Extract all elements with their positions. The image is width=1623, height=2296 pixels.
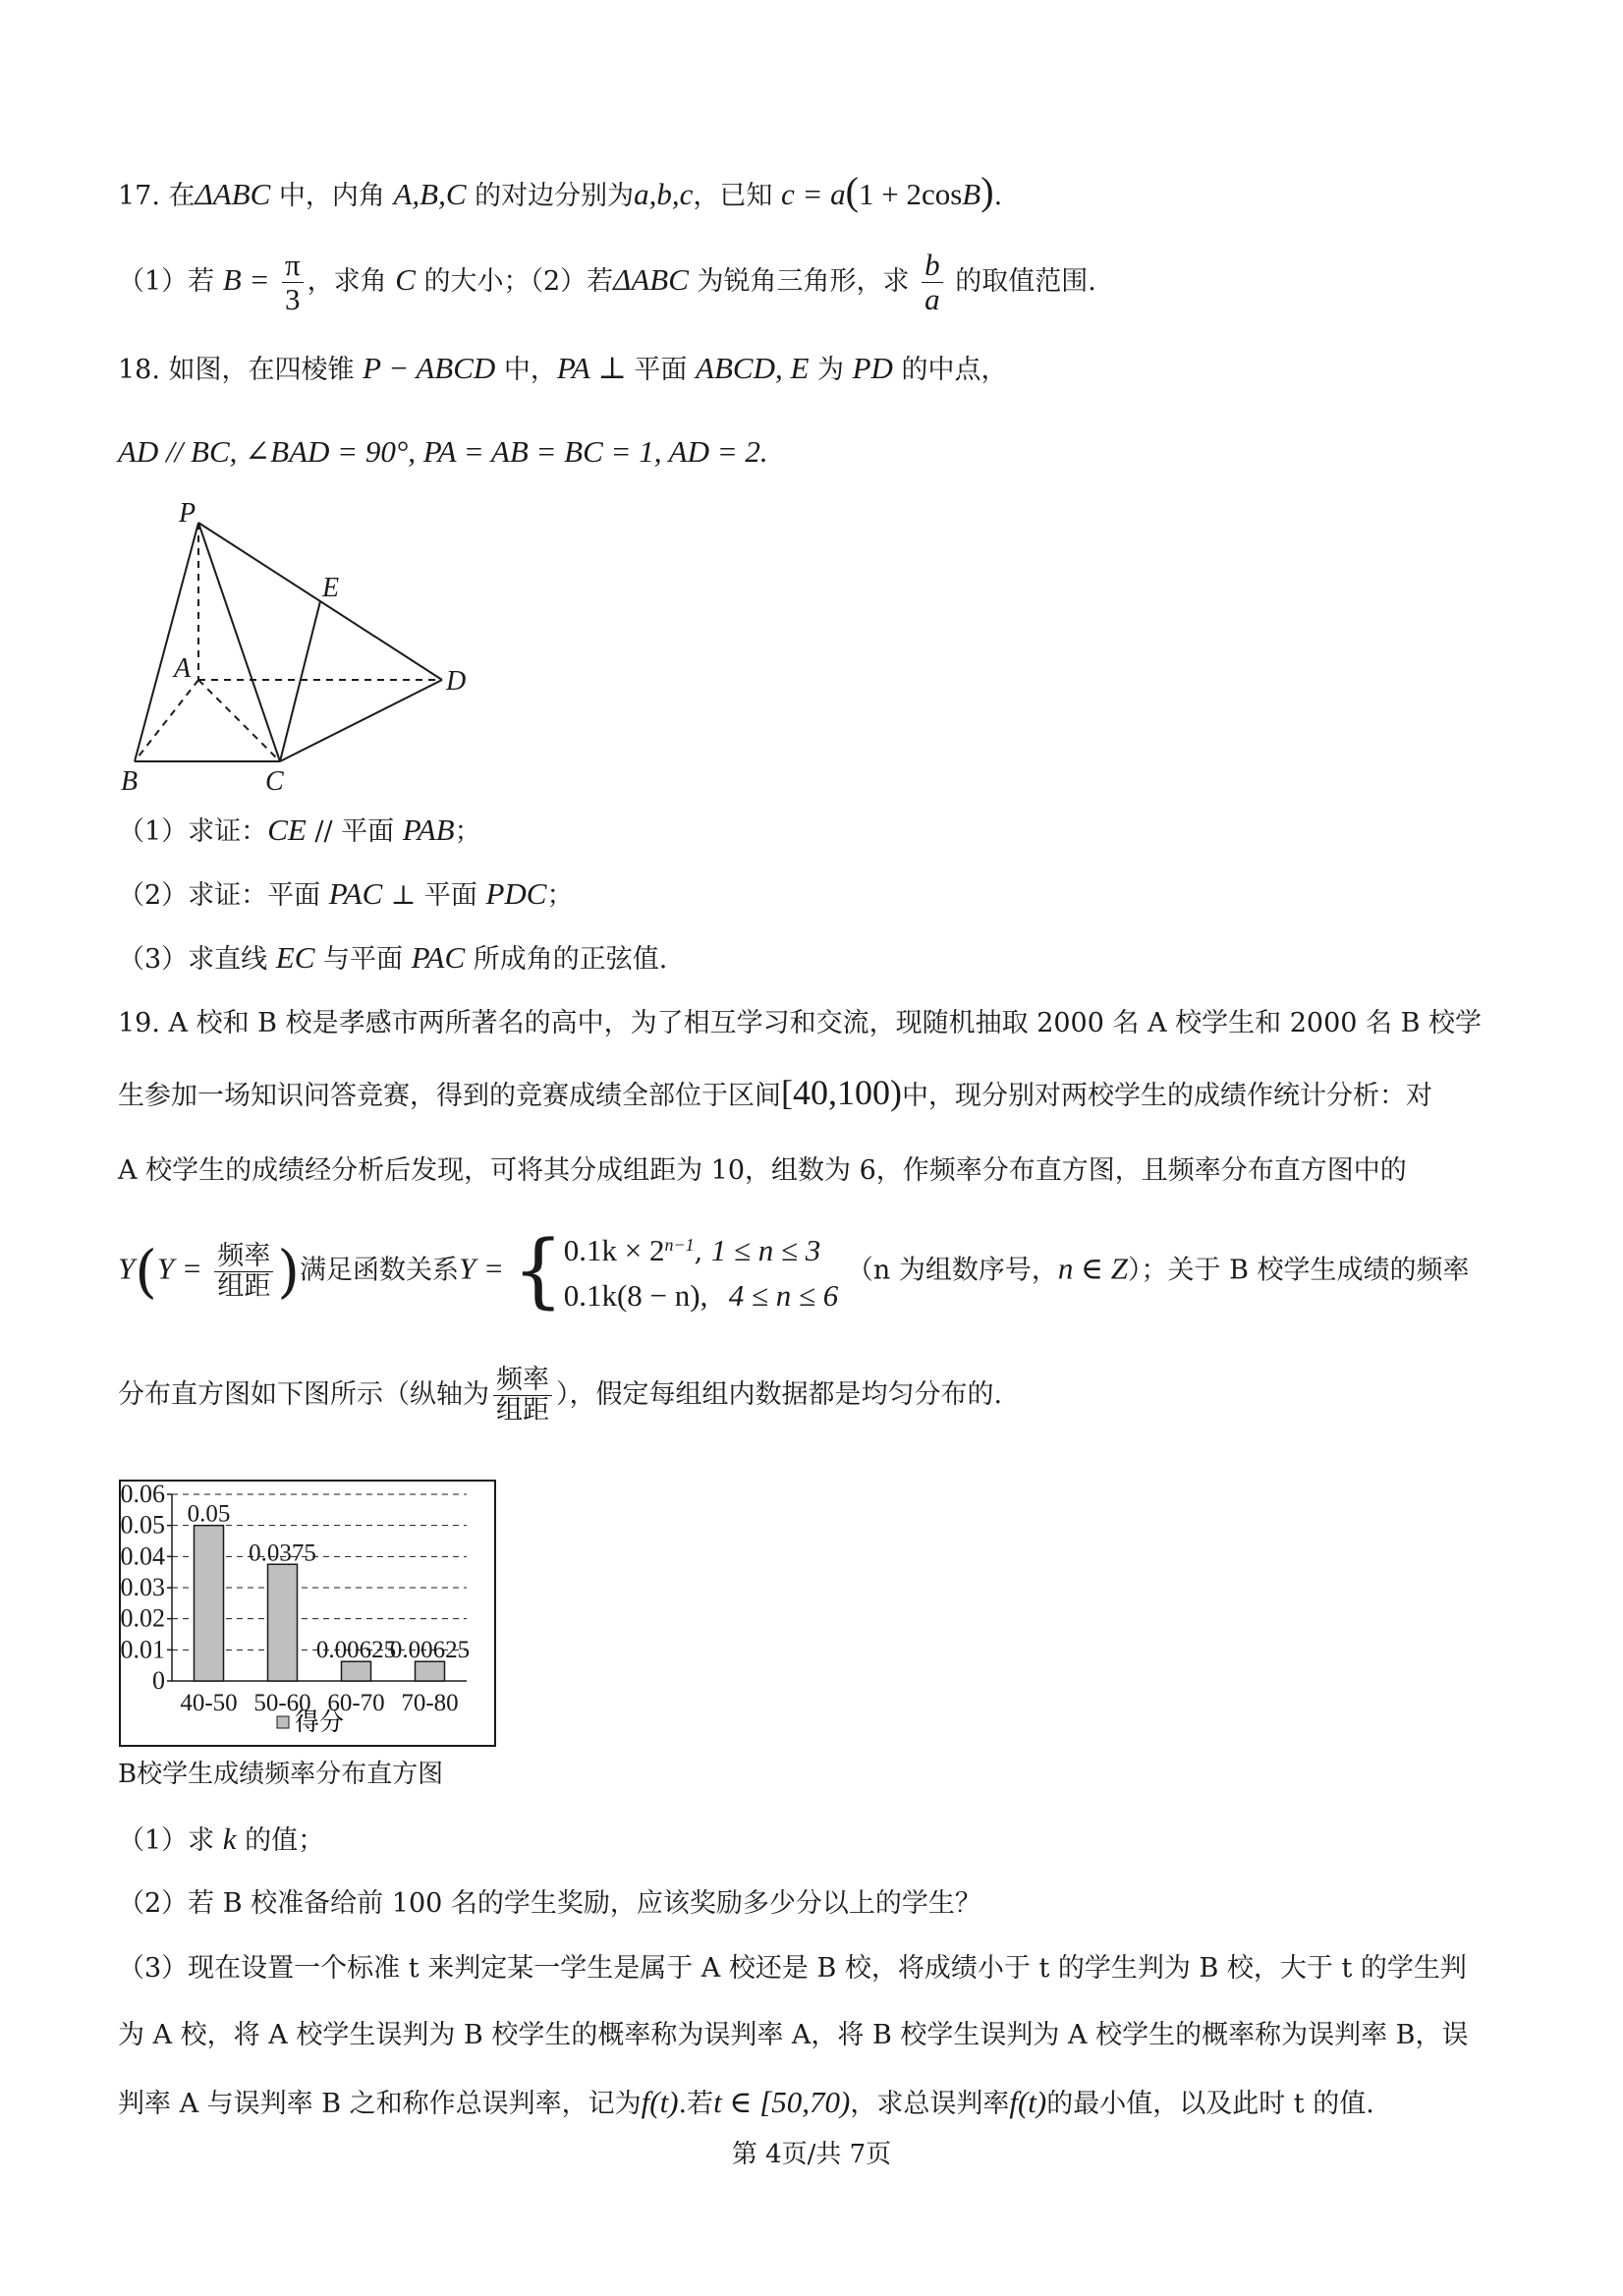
- q19-part-3-line-2: 为 A 校，将 A 校学生误判为 B 校学生的概率称为误判率 A，将 B 校学生误判为 A 校学生的概率称为误判率 B，误: [118, 2020, 1469, 2050]
- q18-part-1: （1）求证：CE // 平面 PAB；: [118, 812, 481, 847]
- vertex-label-c: C: [265, 766, 284, 796]
- bar: [416, 1661, 445, 1681]
- q19-part-1: （1）求 k 的值；: [118, 1821, 325, 1856]
- vertex-label-d: D: [446, 666, 467, 697]
- q17-parts: （1）若 B = $\frac{\pi}{3}$ ，求角 C 的大小；（2）若ΔABC 为锐角三角形，求 $\frac{b}{a}$ 的取值范围.: [118, 247, 1096, 316]
- vertex-label-a: A: [174, 653, 192, 684]
- q19-part-3-line-3: 判率 A 与误判率 B 之和称作总误判率，记为f(t).若t ∈ [50,70)，求总误判率f(t)的最小值，以及此时 t 的值.: [118, 2085, 1374, 2119]
- x-tick-label: 40-50: [180, 1690, 238, 1716]
- y-tick-label: 0.06: [120, 1480, 165, 1508]
- y-tick-label: 0.02: [120, 1603, 165, 1633]
- x-tick-label: 70-80: [401, 1690, 459, 1716]
- q19-line-1: 19. A 校和 B 校是孝感市两所著名的高中，为了相互学习和交流，现随机抽取 2000 名 A 校学生和 2000 名 B 校学: [118, 1008, 1483, 1038]
- q18-stem: 18. 如图，在四棱锥 P − ABCD 中，PA ⊥ 平面 ABCD, E 为 PD 的中点，: [118, 351, 1008, 385]
- vertex-label-e: E: [322, 573, 340, 603]
- x-tick-label: 60-70: [327, 1690, 385, 1716]
- bar-data-label: 0.00625: [389, 1637, 471, 1664]
- y-tick-label: 0: [152, 1666, 165, 1695]
- bar: [268, 1564, 298, 1681]
- freq-over-dist-fraction: $\frac{\text{频率}}{\text{组距}}$: [214, 1242, 273, 1301]
- freq-over-dist-fraction-2: $\frac{\text{频率}}{\text{组距}}$: [493, 1366, 552, 1425]
- b-over-a-fraction: $\frac{b}{a}$: [922, 249, 943, 316]
- vertex-label-p: P: [179, 498, 196, 529]
- q18-conditions: AD // BC, ∠BAD = 90°, PA = AB = BC = 1, AD = 2.: [118, 434, 768, 469]
- q19-line-4: Y(Y = $\frac{\text{频率}}{\text{组距}}$ )满足函数关系Y = { $0.1k \times 2^{n-1}$, 1 ≤ n ≤ 3 0.1k(8 − n), 4 ≤ n ≤ 6 （n 为组数序号，n ∈ Z）；关于 B 校学生成绩的频率: [118, 1224, 1470, 1317]
- y-tick-label: 0.01: [120, 1635, 165, 1664]
- vertex-label-b: B: [121, 766, 139, 796]
- bar-data-label: 0.0375: [249, 1540, 316, 1567]
- legend-label: 得分: [295, 1709, 345, 1736]
- q18-part-2: （2）求证：平面 PAC ⊥ 平面 PDC；: [118, 876, 574, 911]
- q18-part-3: （3）求直线 EC 与平面 PAC 所成角的正弦值.: [118, 940, 668, 975]
- q19-part-3-line-1: （3）现在设置一个标准 t 来判定某一学生是属于 A 校还是 B 校，将成绩小于 t 的学生判为 B 校，大于 t 的学生判: [118, 1953, 1467, 1984]
- bar: [342, 1661, 371, 1681]
- legend-swatch: [277, 1716, 289, 1728]
- q19-line-5: 分布直方图如下图所示（纵轴为 $\frac{\text{频率}}{\text{组距}}$ ），假定每组组内数据都是均匀分布的.: [118, 1365, 1003, 1426]
- pyramid-figure: [118, 496, 491, 796]
- q17-stem: 17. 在ΔABC 中，内角 A,B,C 的对边分别为a,b,c，已知 c = a(1 + 2cosB).: [118, 169, 1003, 213]
- bar-data-label: 0.00625: [315, 1637, 397, 1664]
- chart-caption: B校学生成绩频率分布直方图: [118, 1760, 444, 1789]
- b-school-histogram: [118, 1479, 501, 1749]
- y-tick-label: 0.03: [120, 1573, 165, 1601]
- pi-over-3-fraction: $\frac{\pi}{3}$: [282, 249, 304, 316]
- q19-part-2: （2）若 B 校准备给前 100 名的学生奖励，应该奖励多少分以上的学生？: [118, 1888, 981, 1919]
- page-footer: 第 4页/共 7页: [731, 2140, 892, 2169]
- piecewise-function: $0.1k \times 2^{n-1}$, 1 ≤ n ≤ 3 0.1k(8 − n), 4 ≤ n ≤ 6: [563, 1233, 839, 1313]
- x-tick-label: 50-60: [253, 1690, 311, 1716]
- y-tick-label: 0.04: [120, 1541, 165, 1571]
- q19-line-3: A 校学生的成绩经分析后发现，可将其分成组距为 10，组数为 6，作频率分布直方图，且频率分布直方图中的: [118, 1155, 1407, 1186]
- y-tick-label: 0.05: [120, 1510, 165, 1540]
- bar: [195, 1526, 224, 1681]
- bar-data-label: 0.05: [187, 1500, 231, 1528]
- q19-line-2: 生参加一场知识问答竞赛，得到的竞赛成绩全部位于区间[40,100)中，现分别对两校学生的成绩作统计分析：对: [118, 1073, 1432, 1112]
